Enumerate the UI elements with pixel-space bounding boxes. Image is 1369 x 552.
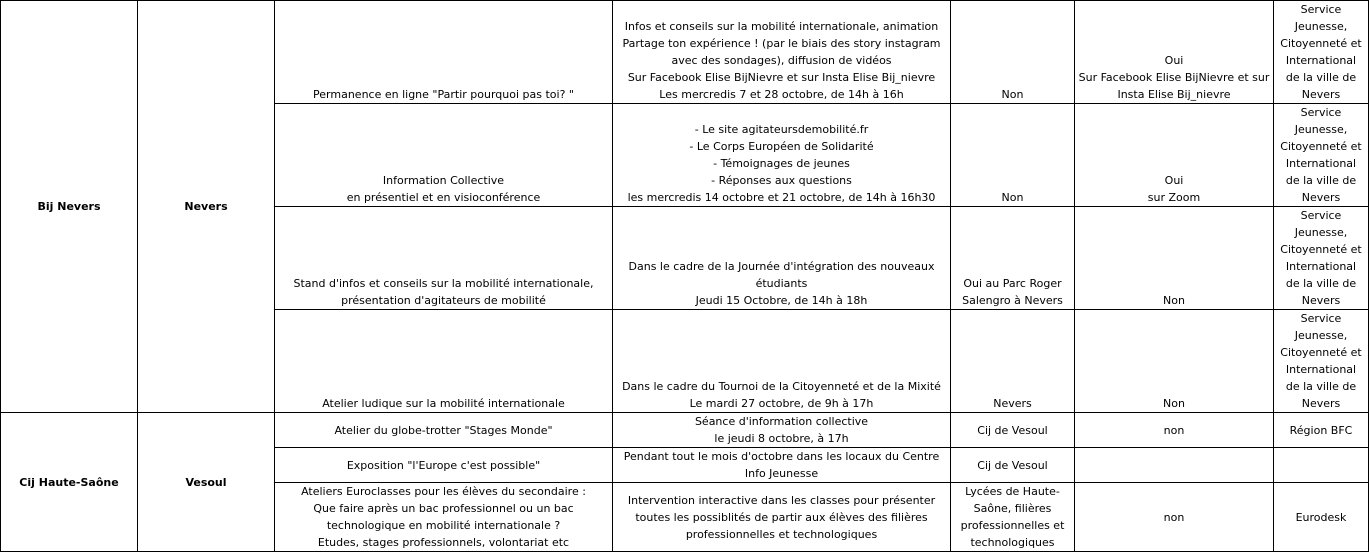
distanciel-cell[interactable] <box>1075 207 1274 310</box>
details-line: avec des sondages), diffusion de vidéos <box>671 54 892 67</box>
action-line: Ateliers Euroclasses pour les élèves du secondaire : <box>301 485 586 498</box>
details-line: toutes les possiblités de partir aux élèves des filières <box>635 510 928 524</box>
action-cell[interactable] <box>275 413 613 448</box>
organizer-line: Citoyenneté et <box>1280 37 1362 50</box>
presentiel-line: Nevers <box>993 397 1032 410</box>
structure-label: Bij Nevers <box>37 200 101 213</box>
presentiel-line: professionnelles et <box>960 519 1065 532</box>
city-cell[interactable] <box>138 413 275 552</box>
details-line: - Le site agitateursdemobilité.fr <box>694 123 869 136</box>
structure-cell[interactable] <box>1 1 138 413</box>
details-cell[interactable] <box>613 1 951 104</box>
action-line: Exposition "l'Europe c'est possible" <box>346 458 541 472</box>
details-line: professionnelles et technologiques <box>685 527 878 541</box>
distanciel-cell[interactable] <box>1075 1 1274 104</box>
organizer-line: Jeunesse, <box>1294 226 1348 239</box>
details-cell[interactable] <box>613 207 951 310</box>
organizer-line: Service <box>1300 209 1342 222</box>
presentiel-line: Non <box>1001 191 1024 204</box>
distanciel-line: non <box>1163 423 1185 437</box>
action-line: présentation d'agitateurs de mobilité <box>341 294 546 307</box>
details-line: Info Jeunesse <box>744 467 819 480</box>
table-row <box>1 413 1369 448</box>
organizer-line: de la ville de <box>1285 174 1357 187</box>
organizer-line: Citoyenneté et <box>1280 243 1362 256</box>
presentiel-line: Cij de Vesoul <box>977 423 1048 437</box>
presentiel-line: Cij de Vesoul <box>977 458 1048 472</box>
distanciel-cell[interactable] <box>1075 483 1274 552</box>
organizer-line: de la ville de <box>1285 277 1357 290</box>
distanciel-line: Non <box>1163 397 1185 410</box>
presentiel-cell[interactable] <box>951 1 1075 104</box>
action-cell[interactable] <box>275 104 613 207</box>
details-line: étudiants <box>755 277 808 290</box>
details-cell[interactable] <box>613 104 951 207</box>
details-line: Les mercredis 7 et 28 octobre, de 14h à 16h <box>659 88 904 101</box>
presentiel-line: Salengro à Nevers <box>962 294 1063 307</box>
presentiel-cell[interactable] <box>951 104 1075 207</box>
details-line: les mercredis 14 octobre et 21 octobre, de 14h à 16h30 <box>627 191 936 204</box>
action-cell[interactable] <box>275 310 613 413</box>
details-line: - Réponses aux questions <box>711 174 852 187</box>
organizer-line: International <box>1285 54 1357 67</box>
details-line: Dans le cadre du Tournoi de la Citoyenneté et de la Mixité <box>622 380 941 393</box>
details-line: Dans le cadre de la Journée d'intégration des nouveaux <box>628 260 935 273</box>
organizer-cell[interactable] <box>1274 483 1369 552</box>
organizer-cell[interactable] <box>1274 207 1369 310</box>
organizer-line: Région BFC <box>1289 423 1353 437</box>
organizer-line: Citoyenneté et <box>1280 140 1362 153</box>
presentiel-line: Saône, filières <box>973 502 1052 515</box>
action-line: Etudes, stages professionnels, volontariat etc <box>317 536 570 549</box>
distanciel-line: Insta Elise Bij_nievre <box>1117 88 1231 101</box>
distanciel-line: Non <box>1163 294 1185 307</box>
action-line: en présentiel et en visioconférence <box>346 191 541 204</box>
action-line: Que faire après un bac professionnel ou un bac <box>313 502 574 515</box>
action-line: technologique en mobilité internationale ? <box>326 519 561 532</box>
details-line: Intervention interactive dans les classes pour présenter <box>627 493 936 507</box>
distanciel-cell[interactable] <box>1075 448 1274 483</box>
action-line: Permanence en ligne "Partir pourquoi pas toi? " <box>313 88 574 101</box>
organizer-line: Service <box>1300 3 1342 16</box>
details-cell[interactable] <box>613 483 951 552</box>
organizer-line: Citoyenneté et <box>1280 346 1362 359</box>
details-cell[interactable] <box>613 413 951 448</box>
presentiel-cell[interactable] <box>951 483 1075 552</box>
organizer-cell[interactable] <box>1274 448 1369 483</box>
city-label: Vesoul <box>185 475 227 489</box>
action-line: Stand d'infos et conseils sur la mobilité internationale, <box>293 277 594 290</box>
organizer-line: Service <box>1300 106 1342 119</box>
organizer-line: Nevers <box>1301 88 1341 101</box>
organizer-cell[interactable] <box>1274 413 1369 448</box>
distanciel-line: non <box>1163 510 1185 524</box>
city-label: Nevers <box>184 200 228 213</box>
organizer-line: Nevers <box>1301 294 1341 307</box>
city-cell[interactable] <box>138 1 275 413</box>
action-line: Atelier du globe-trotter "Stages Monde" <box>334 423 553 437</box>
organizer-line: International <box>1285 363 1357 376</box>
action-line: Information Collective <box>382 174 505 187</box>
details-line: Infos et conseils sur la mobilité internationale, animation <box>624 20 939 33</box>
action-cell[interactable] <box>275 483 613 552</box>
table-row <box>1 1 1369 104</box>
distanciel-cell[interactable] <box>1075 413 1274 448</box>
organizer-cell[interactable] <box>1274 1 1369 104</box>
details-line: Séance d'information collective <box>694 415 869 428</box>
details-cell[interactable] <box>613 310 951 413</box>
details-line: - Témoignages de jeunes <box>713 157 850 170</box>
action-cell[interactable] <box>275 207 613 310</box>
details-line: Sur Facebook Elise BijNievre et sur Insta Elise Bij_nievre <box>627 71 936 84</box>
presentiel-line: Lycées de Haute- <box>965 485 1060 498</box>
organizer-cell[interactable] <box>1274 104 1369 207</box>
organizer-line: de la ville de <box>1285 71 1357 84</box>
organizer-line: Nevers <box>1301 191 1341 204</box>
organizer-line: de la ville de <box>1285 380 1357 393</box>
organizer-line: Service <box>1300 312 1342 325</box>
organizer-line: Jeunesse, <box>1294 20 1348 33</box>
structure-cell[interactable] <box>1 413 138 552</box>
presentiel-line: technologiques <box>970 536 1055 549</box>
distanciel-cell[interactable] <box>1075 104 1274 207</box>
details-cell[interactable] <box>613 448 951 483</box>
structure-label: Cij Haute-Saône <box>19 475 119 489</box>
distanciel-cell[interactable] <box>1075 310 1274 413</box>
details-line: Pendant tout le mois d'octobre dans les locaux du Centre <box>623 450 940 463</box>
organizer-line: Jeunesse, <box>1294 329 1348 342</box>
organizer-cell[interactable] <box>1274 310 1369 413</box>
action-cell[interactable] <box>275 448 613 483</box>
details-line: Partage ton expérience ! (par le biais des story instagram <box>622 37 941 50</box>
organizer-line: International <box>1285 157 1357 170</box>
action-line: Atelier ludique sur la mobilité internationale <box>322 397 565 410</box>
details-line: Le mardi 27 octobre, de 9h à 17h <box>689 397 874 410</box>
organizer-line: Jeunesse, <box>1294 123 1348 136</box>
details-line: le jeudi 8 octobre, à 17h <box>714 432 849 445</box>
presentiel-line: Oui au Parc Roger <box>963 277 1062 290</box>
details-line: Jeudi 15 Octobre, de 14h à 18h <box>695 294 868 307</box>
distanciel-line: Oui <box>1164 174 1184 187</box>
presentiel-cell[interactable] <box>951 413 1075 448</box>
distanciel-line: Sur Facebook Elise BijNievre et sur <box>1078 71 1270 84</box>
organizer-line: Eurodesk <box>1295 510 1347 524</box>
details-line: - Le Corps Européen de Solidarité <box>689 140 874 153</box>
organizer-line: International <box>1285 260 1357 273</box>
presentiel-cell[interactable] <box>951 448 1075 483</box>
presentiel-cell[interactable] <box>951 310 1075 413</box>
action-cell[interactable] <box>275 1 613 104</box>
distanciel-line: Oui <box>1164 54 1184 67</box>
organizer-line: Nevers <box>1301 397 1341 410</box>
distanciel-line: sur Zoom <box>1147 191 1201 204</box>
presentiel-cell[interactable] <box>951 207 1075 310</box>
presentiel-line: Non <box>1001 88 1024 101</box>
